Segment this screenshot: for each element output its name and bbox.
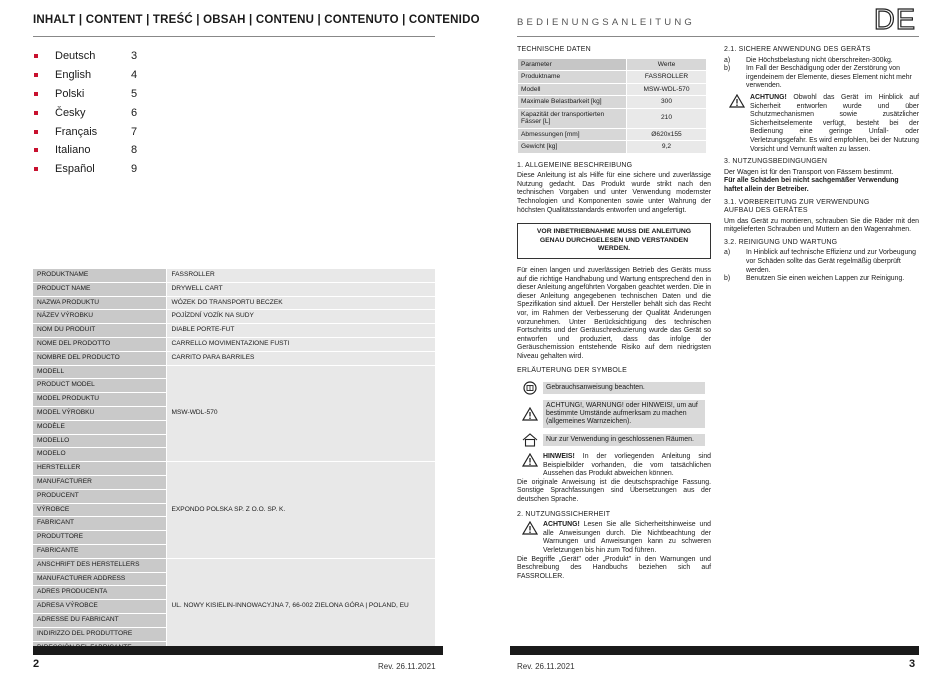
note-text [543,453,711,479]
param-name: Kapazität der transportierten Fässer [L] [518,108,627,128]
warning-icon [517,453,543,473]
row-label: NOM DU PRODUIT [33,324,166,338]
param-name: Maximale Belastbarkeit [kg] [518,96,627,109]
tech-data-table [517,58,707,154]
row-label: NAZWA PRODUKTU [33,296,166,310]
toc-language: English [55,69,92,82]
toc-page-number: 8 [131,144,138,157]
symbol-description: Nur zur Verwendung in geschlossenen Räumen. [543,434,705,446]
manufacturer-value: EXPONDO POLSKA SP. Z O.O. SP. K. [166,462,435,559]
param-value: 9,2 [627,141,707,154]
param-value: Ø620x155 [627,128,707,141]
table-row [33,324,435,338]
row-label: NOMBRE DEL PRODUCTO [33,351,166,365]
list-text: Die Höchstbelastung nicht überschreiten-300kg. [746,56,893,64]
header-divider-left [33,36,435,37]
warning-label: ACHTUNG! [750,93,787,101]
row-label: FABRICANTE [33,544,166,558]
table-row [33,296,435,310]
row-value: DIABLE PORTE-FUT [166,324,435,338]
column-header: Werte [627,58,707,71]
list-text: In Hinblick auf technische Effizienz und zur Vorbeugung vor Schäden sollte das Gerät regelmäßig überprüft werden. [746,249,916,274]
safe-use-warning-text [750,94,919,154]
warning-body: Obwohl das Gerät im Hinblick auf Sicherheit entworfen wurde und über Schutzmechanismen sowie zusätzlicher Sicherheitselemente verfügt, besteht bei der Bedienung eine geringe Unfall- oder Verletzungsgefahr. Es wird empfohlen, bei der Nutzung Vorsicht und Vernunft walten zu lassen. [750,93,919,153]
list-text: Benutzen Sie einen weichen Lappen zur Reinigung. [746,275,905,283]
address-value: UL. NOWY KISIELIN-INNOWACYJNA 7, 66-002 ZIELONA GÓRA | POLAND, EU [166,558,435,655]
note-body: In der vorliegenden Anleitung sind Beispielbilder vorhanden, die vom tatsächlichen Aussehen das Produkt abweichen können. [543,453,711,478]
toc-language: Deutsch [55,50,96,63]
toc-page-number: 3 [131,50,138,63]
bullet-icon [34,54,38,58]
row-label: ADRESA VÝROBCE [33,600,166,614]
row-value: WÓZEK DO TRANSPORTU BECZEK [166,296,435,310]
contents-heading: INHALT | CONTENT | TREŚĆ | OBSAH | CONTENU | CONTENUTO | CONTENIDO [33,14,480,26]
table-row [518,141,707,154]
toc-page-number: 4 [131,69,138,82]
note-label: HINWEIS! [543,453,575,461]
warning-label: ACHTUNG! [543,521,580,529]
conditions-heading: 3. NUTZUNGSBEDINGUNGEN [724,158,828,166]
row-label: PRODUCT NAME [33,282,166,296]
bullet-icon [34,111,38,115]
footer-bar-left [33,646,443,655]
toc-language: Français [55,125,98,138]
bullet-icon [34,148,38,152]
row-label: MANUFACTURER ADDRESS [33,572,166,586]
table-row [33,310,435,324]
param-value: 210 [627,108,707,128]
row-label: MODELLO [33,434,166,448]
row-label: ADRESSE DU FABRICANT [33,613,166,627]
bullet-icon [34,73,38,77]
list-item [724,275,919,284]
operation-text: Für einen langen und zuverlässigen Betrieb des Geräts muss auf die richtige Handhabung und Wartung entsprechend den in dieser Anleitung angeführten Vorgaben geachtet werden. Die in dieser Anleitung angegebenen technischen Daten und die Spezifikation sind aktuell. Der Hersteller behält sich das Recht vor, im Rahmen der Verbesserung der Qualität Änderungen vorzunehmen. Unter Berücksichtigung des technischen Fortschritts und der Geräuschreduzierung wurde das Gerät so entworfen und produziert, dass das infolge der Geräuschemission entstehende Risiko auf dem niedrigsten Niveau gehalten wird. [517,266,711,360]
row-label: PRODUCT MODEL [33,379,166,393]
assembly-text: Um das Gerät zu montieren, schrauben Sie die Räder mit den mitgelieferten Schrauben und Muttern an den Wagenrahmen. [724,217,919,234]
list-marker: a) [724,249,731,257]
safe-use-heading: 2.1. SICHERE ANWENDUNG DES GERÄTS [724,46,871,53]
row-label: MANUFACTURER [33,475,166,489]
preparation-heading: 3.1. VORBEREITUNG ZUR VERWENDUNG [724,198,870,206]
table-row [33,282,435,296]
param-value: FASSROLLER [627,71,707,84]
table-header-row [518,58,707,71]
table-row [33,269,435,282]
toc-item-espanol[interactable] [33,160,153,179]
assembly-subheading: AUFBAU DES GERÄTES [724,207,808,215]
row-label: HERSTELLER [33,462,166,476]
table-row [33,351,435,365]
table-row [518,128,707,141]
manual-title: BEDIENUNGSANLEITUNG [517,17,695,28]
param-name: Abmessungen [mm] [518,128,627,141]
row-label: ANSCHRIFT DES HERSTELLERS [33,558,166,572]
table-row [518,83,707,96]
symbol-description: Gebrauchsanweisung beachten. [543,382,705,394]
toc-item-francais[interactable] [33,122,153,141]
table-row [518,71,707,84]
original-language-text: Die originale Anweisung ist die deutschsprachige Fassung. Sonstige Sprachfassungen sind Übersetzungen aus der deutschen Sprache. [517,478,711,504]
page-number-right: 3 [909,658,916,670]
list-marker: b) [724,65,731,73]
warning-icon [517,404,543,424]
row-value: CARRELLO MOVIMENTAZIONE FUSTI [166,337,435,351]
row-label: VÝROBCE [33,503,166,517]
row-label: PRODUTTORE [33,531,166,545]
safety-heading: 2. NUTZUNGSSICHERHEIT [517,510,611,518]
bullet-icon [34,167,38,171]
table-row [33,462,435,476]
row-label: INDIRIZZO DEL PRODUTTORE [33,627,166,641]
toc-language: Česky [55,106,86,119]
table-of-contents [33,47,153,179]
warning-icon [724,94,750,114]
toc-item-italiano[interactable] [33,141,153,160]
list-item [724,65,919,91]
conditions-text: Der Wagen ist für den Transport von Fässern bestimmt. [724,168,894,176]
table-row [518,108,707,128]
list-text: Im Fall der Beschädigung oder der Zerstörung von irgendeinem der Elemente, dieses Element nicht mehr verwenden. [746,65,912,90]
product-info-table [33,269,435,655]
row-label: MODELL [33,365,166,379]
row-label: PRODUKTNAME [33,269,166,282]
toc-page-number: 9 [131,163,138,176]
revision-right: Rev. 26.11.2021 [517,662,575,671]
symbols-heading: ERLÄUTERUNG DER SYMBOLE [517,367,628,375]
list-marker: a) [724,56,731,64]
general-description-text: Diese Anleitung ist als Hilfe für eine sichere und zuverlässige Nutzung gedacht. Das Produkt wurde strikt nach den technischen Vorgaben und unter Verwendung modernster Technologien und Komponenten sowie unter Wahrung der höchsten Qualitätsstandards entworfen und angefertigt. [517,172,711,214]
param-name: Gewicht [kg] [518,141,627,154]
column-header: Parameter [518,58,627,71]
row-label: MODEL PRODUKTU [33,393,166,407]
page-number-left: 2 [33,658,40,670]
right-page-column-2 [724,46,919,284]
safety-warning-text [543,521,711,555]
safety-warning [517,521,711,555]
warning-icon [517,521,543,541]
toc-item-cesky[interactable] [33,103,153,122]
toc-item-deutsch[interactable] [33,47,153,66]
bullet-icon [34,92,38,96]
revision-left: Rev. 26.11.2021 [378,662,436,671]
list-item [724,57,919,66]
table-row [518,96,707,109]
conditions-liability: Für alle Schäden bei nicht sachgemäßer Verwendung haftet allein der Betreiber. [724,177,899,193]
terms-text: Die Begriffe „Gerät" oder „Produkt" in den Warnungen und Beschreibung des Handbuchs beziehen sich auf FASSROLLER. [517,555,711,580]
symbol-row-indoor [517,430,711,450]
right-page-column-1 [517,46,711,581]
toc-page-number: 7 [131,125,138,138]
row-value: DRYWELL CART [166,282,435,296]
row-value: CARRITO PARA BARRILES [166,351,435,365]
toc-language: Italiano [55,144,91,157]
safe-use-warning [724,94,919,154]
param-name: Produktname [518,71,627,84]
param-value: 300 [627,96,707,109]
toc-language: Polski [55,87,85,100]
row-label: MODELO [33,448,166,462]
toc-page-number: 5 [131,87,138,100]
manual-icon [517,378,543,398]
table-row [33,558,435,572]
tech-data-heading: TECHNISCHE DATEN [517,46,591,53]
model-value: MSW-WDL-570 [166,365,435,462]
row-label: NOME DEL PRODOTTO [33,337,166,351]
toc-item-polski[interactable] [33,85,153,104]
list-item [724,249,919,275]
note-block [517,453,711,479]
param-name: Modell [518,83,627,96]
row-label: PRODUCENT [33,489,166,503]
bullet-icon [34,130,38,134]
symbol-description: ACHTUNG!, WARNUNG! oder HINWEIS!, um auf bestimmte Umstände aufmerksam zu machen (allgemeines Warnzeichen). [543,400,705,428]
table-row [33,365,435,379]
row-label: ADRES PRODUCENTA [33,586,166,600]
row-label: MODEL VÝROBKU [33,406,166,420]
param-value: MSW-WDL-570 [627,83,707,96]
footer-bar-right [510,646,919,655]
read-manual-warning: VOR INBETRIEBNAHME MUSS DIE ANLEITUNG GENAU DURCHGELESEN UND VERSTANDEN WERDEN. [517,223,711,259]
house-icon [517,430,543,450]
toc-page-number: 6 [131,106,138,119]
row-label: FABRICANT [33,517,166,531]
symbol-row-manual [517,378,711,398]
row-label: NÁZEV VÝROBKU [33,310,166,324]
toc-item-english[interactable] [33,66,153,85]
symbol-row-warning [517,400,711,428]
table-row [33,337,435,351]
row-value: POJÍZDNÍ VOZÍK NA SUDY [166,310,435,324]
toc-language: Español [55,163,95,176]
header-divider-right [517,36,919,37]
row-value: FASSROLLER [166,269,435,282]
general-description-heading: 1. ALLGEMEINE BESCHREIBUNG [517,161,633,169]
warning-body: Lesen Sie alle Sicherheitshinweise und alle Anweisungen durch. Die Nichtbeachtung der Warnungen und Anweisungen kann zu schweren Verletzungen bis hin zum Tod führen. [543,521,711,554]
list-marker: b) [724,275,731,283]
maintenance-heading: 3.2. REINIGUNG UND WARTUNG [724,238,838,246]
language-badge: DE [873,4,917,36]
row-label: MODÈLE [33,420,166,434]
